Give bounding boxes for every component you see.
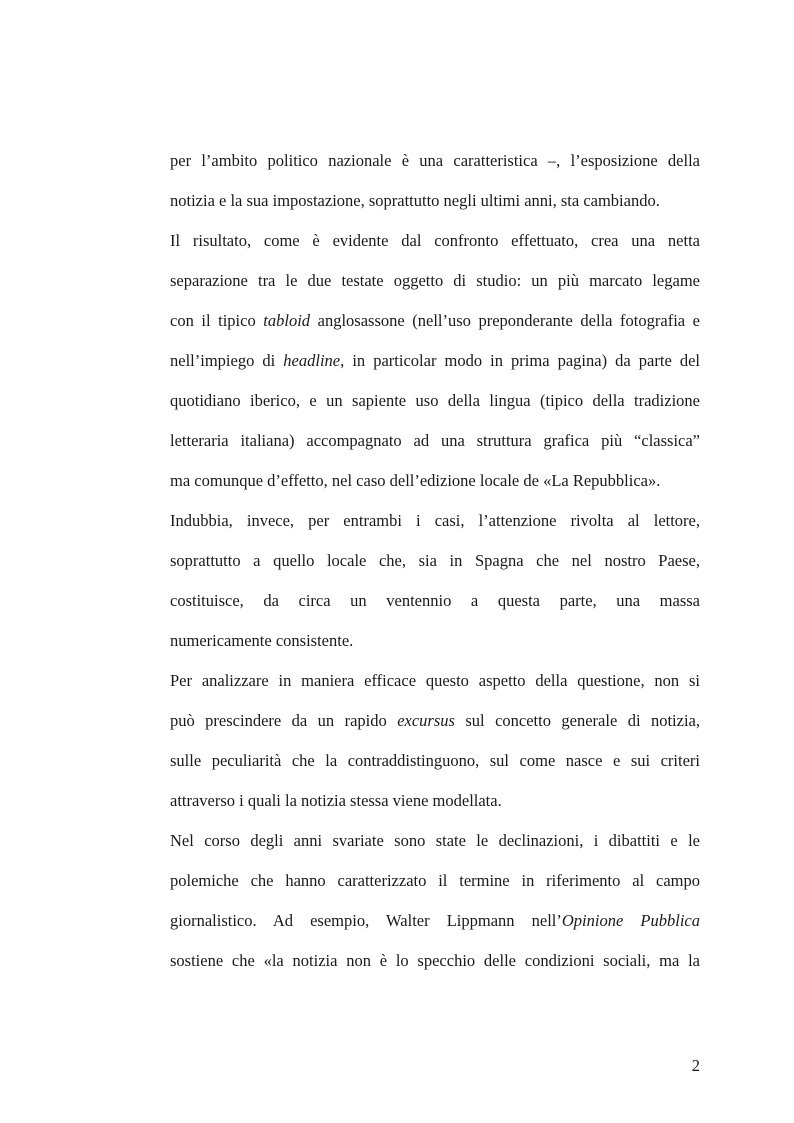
text-segment: Il risultato, come è evidente dal confronto effettuato, crea una netta [170,231,700,250]
text-segment: giornalistico. Ad esempio, Walter Lippmann nell’ [170,911,562,930]
text-segment: costituisce, da circa un ventennio a questa parte, una massa [170,591,700,610]
text-segment: separazione tra le due testate oggetto di studio: un più marcato legame [170,271,700,290]
text-segment: sostiene che «la notizia non è lo specchio delle condizioni sociali, ma la [170,951,700,970]
text-segment: quotidiano iberico, e un sapiente uso della lingua (tipico della tradizione [170,391,700,410]
text-segment: attraverso i quali la notizia stessa viene modellata. [170,791,502,810]
text-line [170,665,700,705]
text-line [170,785,700,825]
text-line [170,545,700,585]
text-line [170,625,700,665]
text-segment: polemiche che hanno caratterizzato il termine in riferimento al campo [170,871,700,890]
text-segment: letteraria italiana) accompagnato ad una struttura grafica più “classica” [170,431,700,450]
text-segment: anglosassone (nell’uso preponderante della fotografia e [310,311,700,330]
text-segment: può prescindere da un rapido [170,711,398,730]
text-segment: sulle peculiarità che la contraddistinguono, sul come nasce e sui criteri [170,751,700,770]
text-segment: Nel corso degli anni svariate sono state le declinazioni, i dibattiti e le [170,831,700,850]
text-line [170,745,700,785]
text-line [170,825,700,865]
body-text [170,145,700,985]
text-line [170,185,700,225]
text-line [170,385,700,425]
text-segment: soprattutto a quello locale che, sia in Spagna che nel nostro Paese, [170,551,700,570]
text-line [170,225,700,265]
text-line [170,585,700,625]
text-line [170,345,700,385]
text-line [170,425,700,465]
text-line [170,945,700,985]
text-segment: ma comunque d’effetto, nel caso dell’edizione locale de «La Repubblica». [170,471,661,490]
text-line [170,505,700,545]
text-line [170,705,700,745]
italic-term: headline [283,351,341,370]
text-segment: notizia e la sua impostazione, soprattutto negli ultimi anni, sta cambiando. [170,191,660,210]
italic-term: Opinione Pubblica [561,911,700,930]
text-line [170,145,700,185]
text-segment: con il tipico [170,311,264,330]
page-number: 2 [691,1056,700,1075]
text-line [170,465,700,505]
text-segment: numericamente consistente. [170,631,354,650]
italic-term: excursus [397,711,455,730]
text-segment: nell’impiego di [170,351,284,370]
text-line [170,265,700,305]
text-segment: , in particolar modo in prima pagina) da parte del [340,351,700,370]
italic-term: tabloid [263,311,311,330]
text-segment: Indubbia, invece, per entrambi i casi, l’attenzione rivolta al lettore, [170,511,700,530]
text-line [170,305,700,345]
text-line [170,905,700,945]
text-line [170,865,700,905]
text-segment: per l’ambito politico nazionale è una caratteristica –, l’esposizione della [170,151,700,170]
text-segment: sul concetto generale di notizia, [454,711,700,730]
text-segment: Per analizzare in maniera efficace questo aspetto della questione, non si [170,671,700,690]
